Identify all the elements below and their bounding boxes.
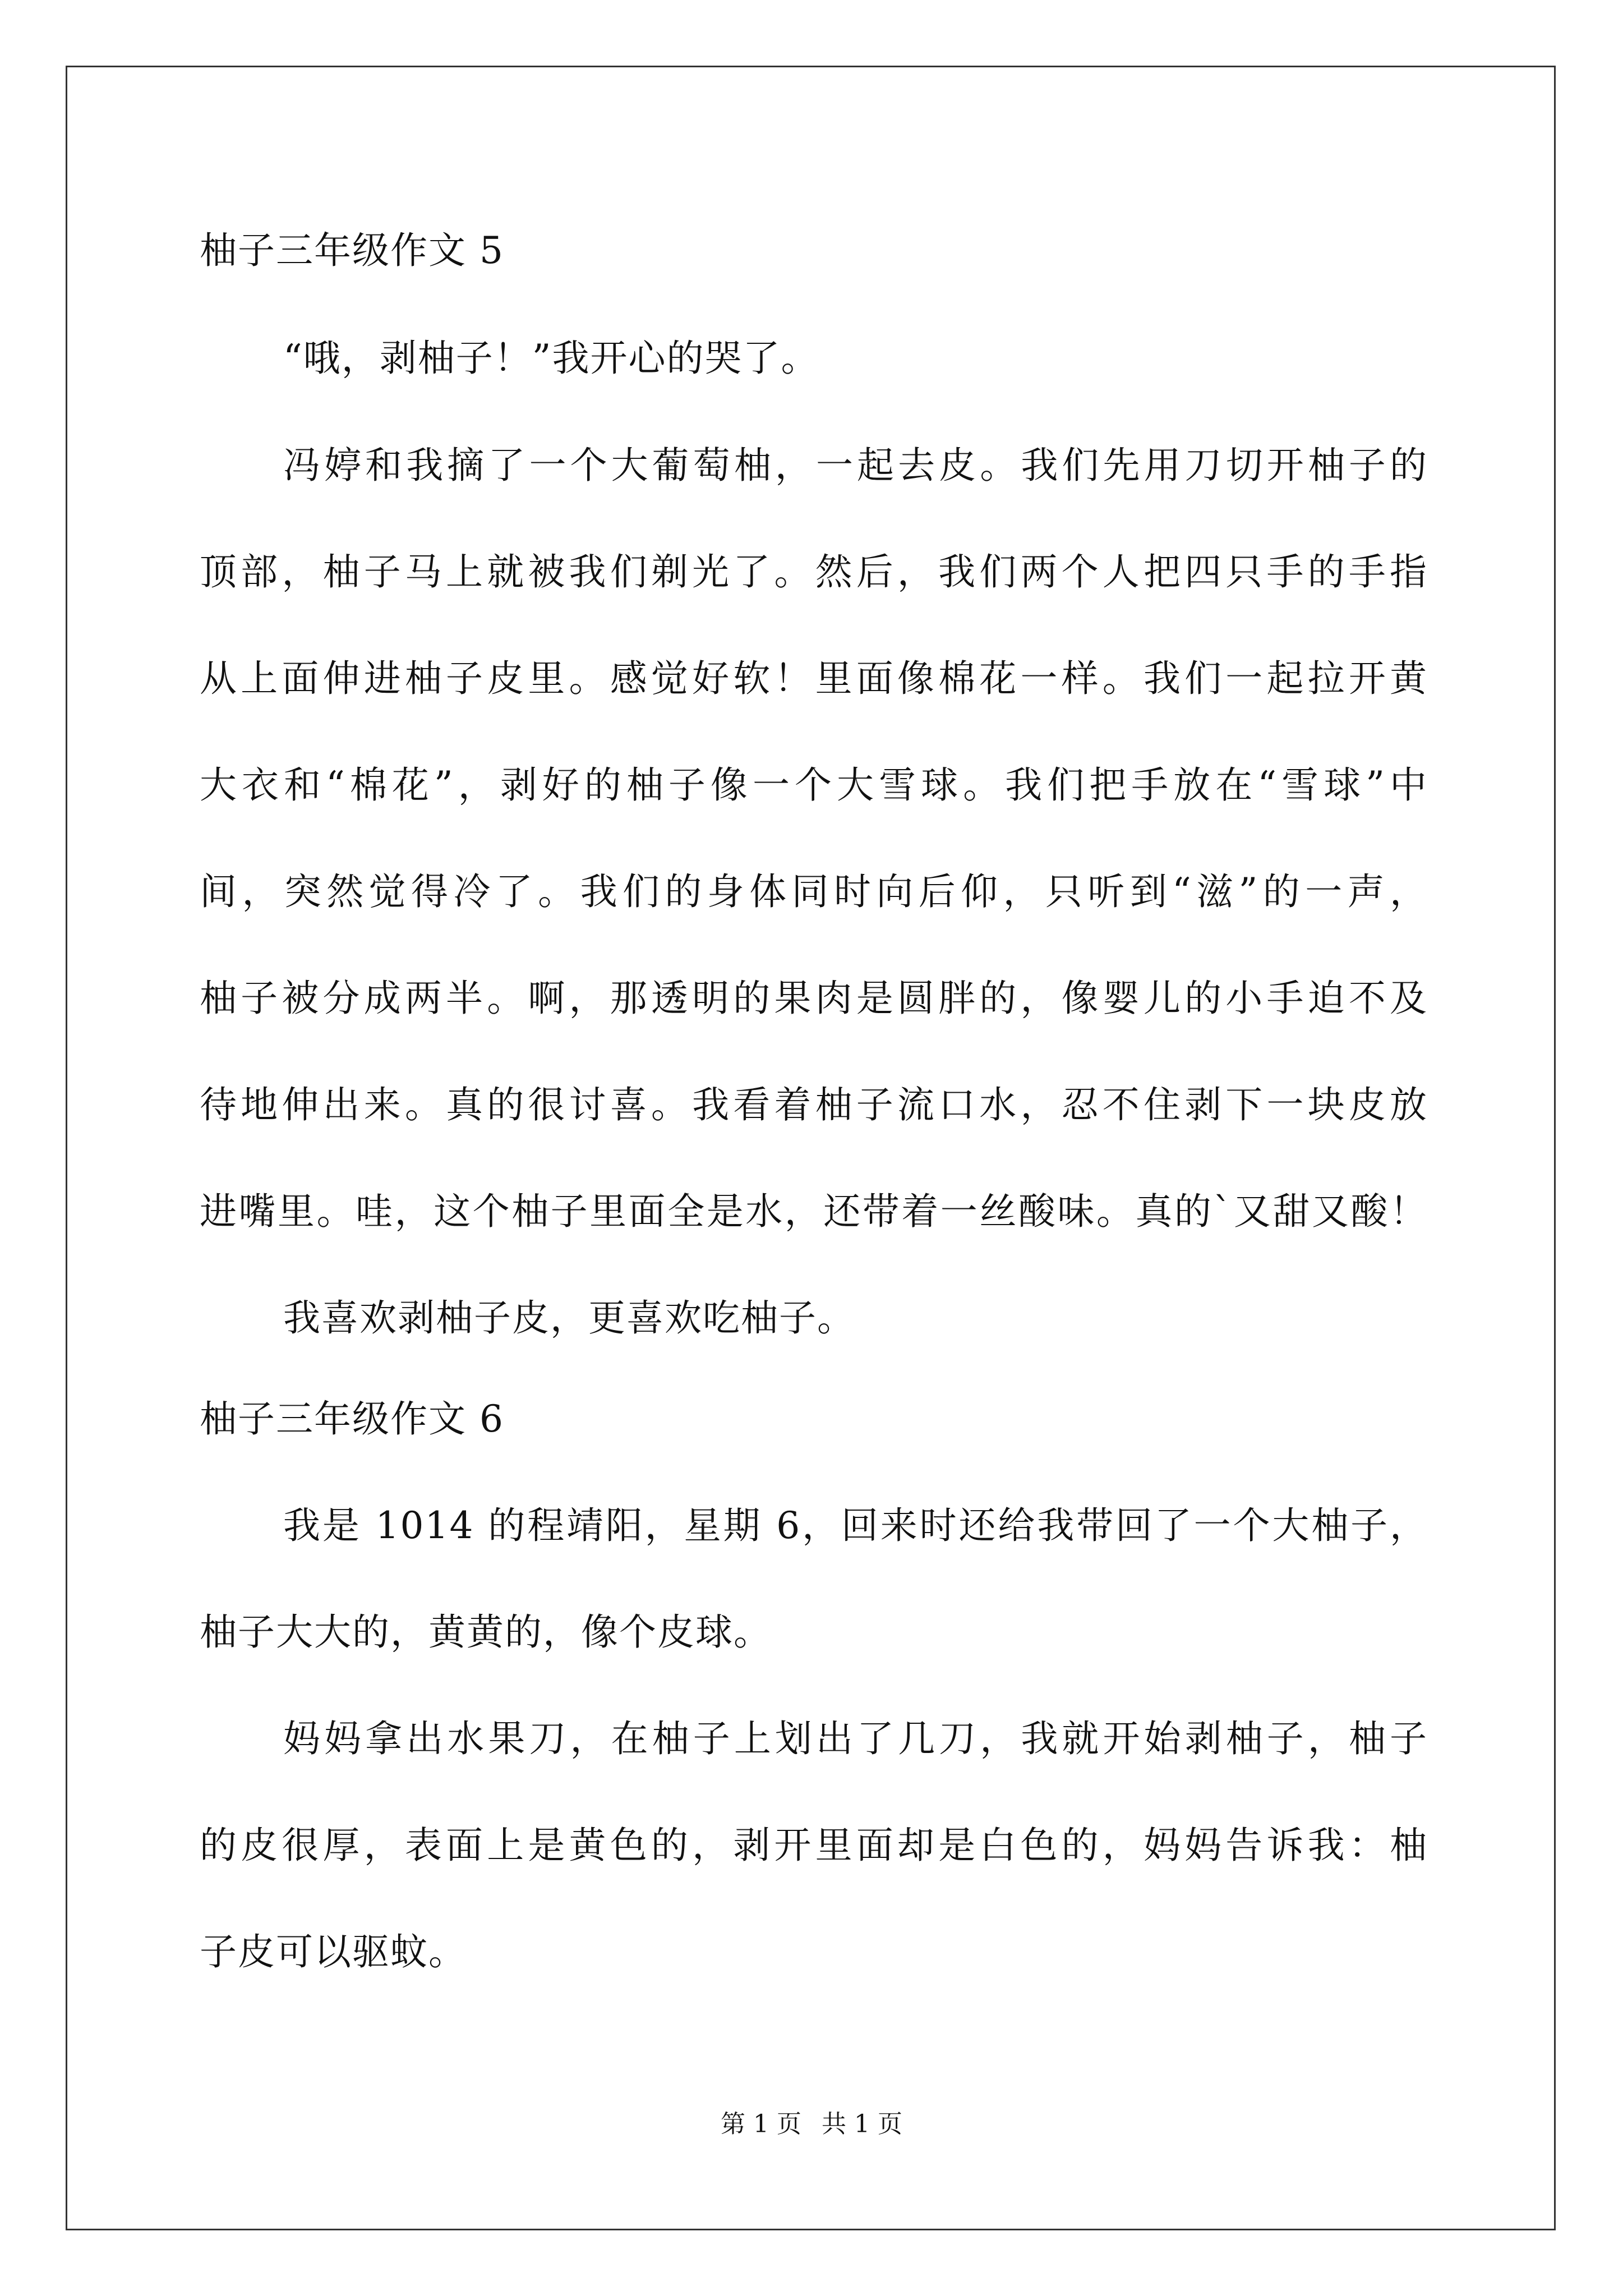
- paragraph-line: 进嘴里。哇，这个柚子里面全是水，还带着一丝酸味。真的`又甜又酸！: [200, 1190, 1428, 1233]
- page-frame: [66, 66, 1556, 2230]
- paragraph-line: “哦，剥柚子！”我开心的哭了。: [283, 337, 819, 380]
- paragraph-line: 子皮可以驱蚊。: [200, 1930, 467, 1973]
- essay-title-5: 柚子三年级作文 5: [200, 229, 504, 272]
- paragraph-line: 妈妈拿出水果刀，在柚子上划出了几刀，我就开始剥柚子，柚子: [283, 1717, 1428, 1760]
- page-total: 共 1 页: [822, 2110, 902, 2138]
- paragraph-line: 我是 1014 的程靖阳，星期 6，回来时还给我带回了一个大柚子，: [283, 1504, 1428, 1547]
- paragraph-line: 待地伸出来。真的很讨喜。我看着柚子流口水，忍不住剥下一块皮放: [200, 1083, 1428, 1126]
- paragraph-line: 冯婷和我摘了一个大葡萄柚，一起去皮。我们先用刀切开柚子的: [283, 444, 1428, 487]
- paragraph-line: 大衣和“棉花”，剥好的柚子像一个大雪球。我们把手放在“雪球”中: [200, 763, 1428, 807]
- page-footer: [0, 2104, 1623, 2139]
- paragraph-line: 从上面伸进柚子皮里。感觉好软！里面像棉花一样。我们一起拉开黄: [200, 657, 1428, 700]
- paragraph-line: 顶部，柚子马上就被我们剃光了。然后，我们两个人把四只手的手指: [200, 550, 1428, 593]
- paragraph-line: 的皮很厚，表面上是黄色的，剥开里面却是白色的，妈妈告诉我：柚: [200, 1824, 1428, 1867]
- paragraph-line: 间，突然觉得冷了。我们的身体同时向后仰，只听到“滋”的一声，: [200, 870, 1428, 913]
- paragraph-line: 柚子大大的，黄黄的，像个皮球。: [200, 1611, 772, 1654]
- paragraph-line: 我喜欢剥柚子皮，更喜欢吃柚子。: [283, 1296, 855, 1340]
- essay-title-6: 柚子三年级作文 6: [200, 1397, 504, 1441]
- paragraph-line: 柚子被分成两半。啊，那透明的果肉是圆胖的，像婴儿的小手迫不及: [200, 977, 1428, 1020]
- page-number: 第 1 页: [721, 2110, 801, 2138]
